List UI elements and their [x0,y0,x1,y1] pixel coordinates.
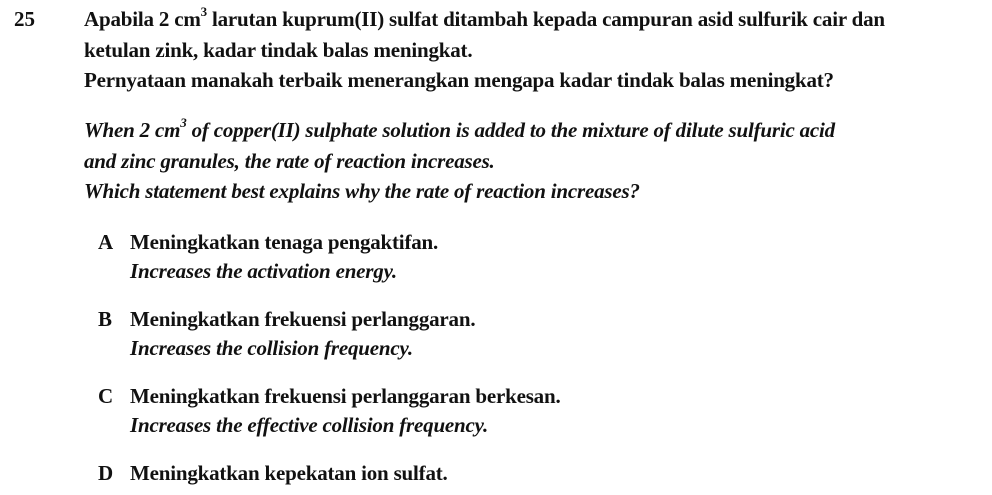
question-english-line-3: Which statement best explains why the rate of reaction increases? [84,179,640,203]
question-number: 25 [14,7,35,31]
question-malay-line-3: Pernyataan manakah terbaik menerangkan mengapa kadar tindak balas meningkat? [84,68,834,92]
option-c-malay: Meningkatkan frekuensi perlanggaran berkesan. [130,384,561,408]
option-c-english: Increases the effective collision frequency. [130,413,489,437]
option-a-letter: A [98,230,114,254]
question-english-line-1 [84,117,835,143]
option-b-english: Increases the collision frequency. [130,336,413,360]
option-c-letter: C [98,384,114,408]
option-d-letter: D [98,461,114,485]
question-malay-line-1-start: Apabila 2 cm [84,7,201,31]
question-malay-line-1-end: larutan kuprum(II) sulfat ditambah kepada campuran asid sulfurik cair dan [206,7,885,31]
question-english-line-1-start: When 2 cm [84,118,181,142]
question-malay-line-2: ketulan zink, kadar tindak balas meningkat. [84,38,473,62]
question-malay-line-1 [84,6,885,32]
question-malay-superscript: 3 [200,4,207,19]
option-d-malay: Meningkatkan kepekatan ion sulfat. [130,461,448,485]
question-english-line-1-end: of copper(II) sulphate solution is added to the mixture of dilute sulfuric acid [186,118,835,142]
option-b-malay: Meningkatkan frekuensi perlanggaran. [130,307,476,331]
option-b-letter: B [98,307,113,331]
question-english-line-2: and zinc granules, the rate of reaction increases. [84,149,495,173]
option-a-malay: Meningkatkan tenaga pengaktifan. [130,230,439,254]
option-a-english: Increases the activation energy. [130,259,397,283]
question-english-superscript: 3 [180,115,187,130]
